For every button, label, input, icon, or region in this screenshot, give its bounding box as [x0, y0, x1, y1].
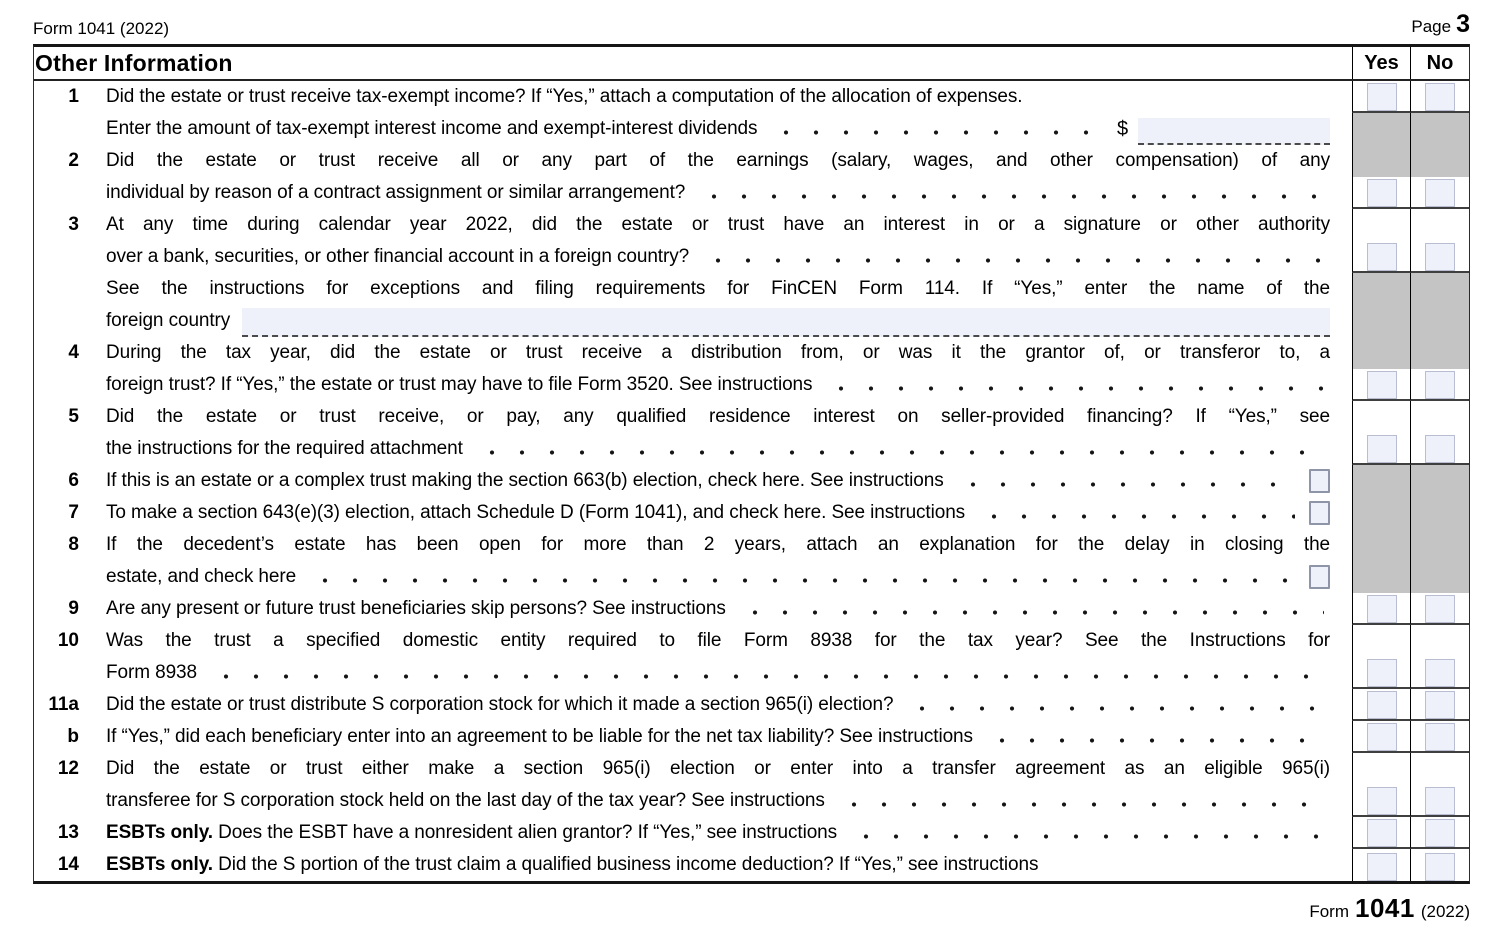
- page-number-label: [1411, 10, 1470, 39]
- question-bold-prefix: ESBTs only.: [106, 854, 213, 875]
- question-text: [79, 753, 1352, 785]
- question-text: [79, 241, 1352, 273]
- line-number: 8: [68, 534, 79, 555]
- question-label: Did the estate or trust receive all or any part of the earnings (salary, wages, and other compensation) of any: [106, 150, 1330, 171]
- form-row-cont-18: [34, 657, 1469, 689]
- yes-cell[interactable]: [1352, 721, 1410, 753]
- page-header: [33, 0, 1470, 44]
- line-number: 3: [68, 214, 79, 235]
- yes-checkbox[interactable]: [1367, 371, 1397, 399]
- question-text: [79, 465, 1352, 497]
- question-text: [79, 177, 1352, 209]
- form-row-11a: [34, 689, 1469, 721]
- no-cell[interactable]: [1410, 657, 1469, 689]
- foreign-country-field[interactable]: [242, 308, 1330, 337]
- no-checkbox[interactable]: [1425, 819, 1455, 847]
- yes-cell: [1352, 113, 1410, 145]
- page-footer: [33, 884, 1470, 924]
- line-number: [34, 369, 79, 401]
- dot-leader: [958, 465, 1295, 497]
- question-label: foreign country: [106, 310, 231, 331]
- yes-cell: [1352, 401, 1410, 433]
- yes-cell: [1352, 305, 1410, 337]
- dot-leader: [979, 497, 1295, 529]
- form-row-cont-3: [34, 177, 1469, 209]
- election-checkbox[interactable]: [1309, 501, 1330, 525]
- question-text: [79, 561, 1352, 593]
- no-checkbox[interactable]: [1425, 595, 1455, 623]
- yes-checkbox[interactable]: [1367, 853, 1397, 881]
- no-checkbox[interactable]: [1425, 691, 1455, 719]
- page-number: 3: [1456, 10, 1470, 38]
- yes-checkbox[interactable]: [1367, 691, 1397, 719]
- yes-cell[interactable]: [1352, 785, 1410, 817]
- no-checkbox[interactable]: [1425, 853, 1455, 881]
- page-label: Page: [1411, 17, 1452, 36]
- no-cell: [1410, 465, 1469, 497]
- no-checkbox[interactable]: [1425, 371, 1455, 399]
- no-cell[interactable]: [1410, 817, 1469, 849]
- question-label: During the tax year, did the estate or trust receive a distribution from, or was it the grantor of, or transferor to, a: [106, 342, 1330, 363]
- question-text: [79, 657, 1352, 689]
- line-number: 10: [57, 630, 79, 651]
- section-header-row: [34, 47, 1469, 81]
- dot-leader: [740, 593, 1324, 625]
- form-row-cont-15: [34, 561, 1469, 593]
- line-number: 6: [68, 470, 79, 491]
- yes-cell[interactable]: [1352, 657, 1410, 689]
- dot-leader: [987, 721, 1324, 753]
- no-checkbox[interactable]: [1425, 179, 1455, 207]
- section-title: Other Information: [35, 50, 233, 76]
- no-cell[interactable]: [1410, 81, 1469, 113]
- line-number: 7: [68, 502, 79, 523]
- line-number: [34, 657, 79, 689]
- line-number: 11a: [48, 694, 79, 715]
- yes-checkbox[interactable]: [1367, 819, 1397, 847]
- election-checkbox[interactable]: [1309, 565, 1330, 589]
- yes-cell: [1352, 337, 1410, 369]
- question-text: [79, 337, 1352, 369]
- line-number: [34, 113, 79, 145]
- yes-cell: [1352, 753, 1410, 785]
- question-label: transferee for S corporation stock held on the last day of the tax year? See instructions: [106, 790, 825, 811]
- no-checkbox[interactable]: [1425, 243, 1455, 271]
- no-checkbox[interactable]: [1425, 435, 1455, 463]
- no-checkbox[interactable]: [1425, 659, 1455, 687]
- yes-checkbox[interactable]: [1367, 723, 1397, 751]
- yes-cell[interactable]: [1352, 177, 1410, 209]
- form-row-cont-22: [34, 785, 1469, 817]
- line-number: 5: [68, 406, 79, 427]
- yes-cell: [1352, 625, 1410, 657]
- form-row-cont-7: [34, 305, 1469, 337]
- line-number: 1: [68, 86, 79, 107]
- yes-cell[interactable]: [1352, 817, 1410, 849]
- no-cell: [1410, 337, 1469, 369]
- yes-checkbox[interactable]: [1367, 243, 1397, 271]
- no-cell: [1410, 625, 1469, 657]
- question-text: [79, 305, 1352, 337]
- no-cell[interactable]: [1410, 721, 1469, 753]
- line-number: [34, 433, 79, 465]
- question-text: [79, 81, 1352, 113]
- dot-leader: [699, 177, 1324, 209]
- dollar-sign: $: [1116, 118, 1128, 140]
- question-text: [79, 145, 1352, 177]
- question-label: At any time during calendar year 2022, did the estate or trust have an interest in or a signature or other authority: [106, 214, 1330, 235]
- tax-exempt-amount-field[interactable]: [1138, 118, 1330, 145]
- question-text: [79, 593, 1352, 625]
- question-text: [79, 113, 1352, 145]
- no-cell: [1410, 209, 1469, 241]
- form-row-9: [34, 593, 1469, 625]
- no-cell[interactable]: [1410, 593, 1469, 625]
- yes-column-header: Yes: [1352, 47, 1410, 79]
- question-label: To make a section 643(e)(3) election, attach Schedule D (Form 1041), and check here. See instructions: [106, 502, 966, 523]
- form-row-cont-6: [34, 273, 1469, 305]
- form-row-12: [34, 753, 1469, 785]
- yes-checkbox[interactable]: [1367, 787, 1397, 815]
- question-label: Did the estate or trust receive, or pay, any qualified residence interest on seller-provided financing? If “Yes,” see: [106, 406, 1330, 427]
- question-text: [79, 721, 1352, 753]
- dot-leader: [826, 369, 1324, 401]
- question-label: Did the estate or trust distribute S corporation stock for which it made a section 965(i) election?: [106, 694, 894, 715]
- form-row-3: [34, 209, 1469, 241]
- footer-form-year: (2022): [1420, 902, 1470, 921]
- no-cell: [1410, 497, 1469, 529]
- yes-checkbox[interactable]: [1367, 83, 1397, 111]
- no-checkbox[interactable]: [1425, 723, 1455, 751]
- question-label: Did the estate or trust receive tax-exempt income? If “Yes,” attach a computation of the allocation of expenses.: [106, 86, 1023, 107]
- yes-cell[interactable]: [1352, 689, 1410, 721]
- question-label: estate, and check here: [106, 566, 297, 587]
- dot-leader: [839, 785, 1324, 817]
- form-row-8: [34, 529, 1469, 561]
- question-label: Form 8938: [106, 662, 197, 683]
- no-cell[interactable]: [1410, 849, 1469, 881]
- form-row-cont-1: [34, 113, 1469, 145]
- question-label: Was the trust a specified domestic entity required to file Form 8938 for the tax year? See the Instructions for: [106, 630, 1330, 651]
- yes-cell: [1352, 145, 1410, 177]
- question-text: [79, 785, 1352, 817]
- question-label: Does the ESBT have a nonresident alien grantor? If “Yes,” see instructions: [212, 822, 838, 843]
- form-row-2: [34, 145, 1469, 177]
- question-label: individual by reason of a contract assignment or similar arrangement?: [106, 182, 686, 203]
- no-cell[interactable]: [1410, 689, 1469, 721]
- no-checkbox[interactable]: [1425, 83, 1455, 111]
- yes-cell: [1352, 497, 1410, 529]
- no-cell: [1410, 305, 1469, 337]
- dot-leader: [310, 561, 1295, 593]
- question-text: [79, 401, 1352, 433]
- yes-checkbox[interactable]: [1367, 179, 1397, 207]
- no-cell: [1410, 145, 1469, 177]
- line-number: 13: [57, 822, 79, 843]
- footer-form-number: 1041: [1355, 893, 1415, 923]
- question-text: [79, 625, 1352, 657]
- no-cell: [1410, 273, 1469, 305]
- yes-cell: [1352, 529, 1410, 561]
- no-cell[interactable]: [1410, 369, 1469, 401]
- question-text: [79, 817, 1352, 849]
- form-id-header: Form 1041 (2022): [33, 19, 170, 38]
- form-row-5: [34, 401, 1469, 433]
- dot-leader: [703, 241, 1324, 273]
- dot-leader: [477, 433, 1324, 465]
- line-number: 4: [68, 342, 79, 363]
- question-text: [79, 529, 1352, 561]
- form-row-cont-5: [34, 241, 1469, 273]
- yes-cell[interactable]: [1352, 593, 1410, 625]
- line-number: [34, 241, 79, 273]
- question-rows: [34, 81, 1469, 881]
- yes-checkbox[interactable]: [1367, 595, 1397, 623]
- line-number: [34, 785, 79, 817]
- question-label: over a bank, securities, or other financial account in a foreign country?: [106, 246, 690, 267]
- dot-leader: [771, 113, 1107, 145]
- question-text: [79, 209, 1352, 241]
- form-row-1: [34, 81, 1469, 113]
- other-information-table: [33, 44, 1470, 884]
- question-text: [79, 497, 1352, 529]
- question-text: [79, 369, 1352, 401]
- dot-leader: [211, 657, 1324, 689]
- yes-cell[interactable]: [1352, 433, 1410, 465]
- election-checkbox[interactable]: [1309, 469, 1330, 493]
- question-label: Did the estate or trust either make a section 965(i) election or enter into a transfer agreement as an eligible 965(i): [106, 758, 1330, 779]
- dot-leader: [851, 817, 1324, 849]
- yes-cell[interactable]: [1352, 849, 1410, 881]
- question-text: [79, 433, 1352, 465]
- no-cell[interactable]: [1410, 177, 1469, 209]
- line-number: b: [67, 726, 79, 747]
- form-row-b: [34, 721, 1469, 753]
- yes-cell[interactable]: [1352, 81, 1410, 113]
- no-cell: [1410, 401, 1469, 433]
- yes-cell: [1352, 273, 1410, 305]
- line-number: 2: [68, 150, 79, 171]
- question-label: If the decedent’s estate has been open for more than 2 years, attach an explanation for the delay in closing the: [106, 534, 1330, 555]
- dot-leader: [907, 689, 1324, 721]
- no-checkbox[interactable]: [1425, 787, 1455, 815]
- form-row-cont-11: [34, 433, 1469, 465]
- question-label: foreign trust? If “Yes,” the estate or trust may have to file Form 3520. See instructions: [106, 374, 813, 395]
- yes-cell: [1352, 465, 1410, 497]
- form-row-cont-9: [34, 369, 1469, 401]
- no-cell[interactable]: [1410, 785, 1469, 817]
- no-cell: [1410, 753, 1469, 785]
- yes-cell: [1352, 209, 1410, 241]
- line-number: 9: [68, 598, 79, 619]
- question-label: Enter the amount of tax-exempt interest income and exempt-interest dividends: [106, 118, 758, 139]
- no-cell[interactable]: [1410, 241, 1469, 273]
- no-cell: [1410, 113, 1469, 145]
- question-text: [79, 273, 1352, 305]
- no-column-header: No: [1410, 47, 1469, 79]
- line-number: 14: [57, 854, 79, 875]
- form-row-13: [34, 817, 1469, 849]
- question-bold-prefix: ESBTs only.: [106, 822, 213, 843]
- question-label: the instructions for the required attachment: [106, 438, 463, 459]
- question-label: Did the S portion of the trust claim a qualified business income deduction? If “Yes,” see instructions: [212, 854, 1039, 875]
- footer-form-label: Form: [1309, 902, 1350, 921]
- line-number: [34, 273, 79, 305]
- line-number: 12: [57, 758, 79, 779]
- yes-cell: [1352, 561, 1410, 593]
- yes-cell[interactable]: [1352, 241, 1410, 273]
- question-label: If this is an estate or a complex trust making the section 663(b) election, check here. See instructions: [106, 470, 944, 491]
- no-cell[interactable]: [1410, 433, 1469, 465]
- yes-checkbox[interactable]: [1367, 659, 1397, 687]
- question-text: [79, 849, 1352, 881]
- question-label: See the instructions for exceptions and filing requirements for FinCEN Form 114. If “Yes,” enter the name of the: [106, 278, 1330, 299]
- line-number: [34, 305, 79, 337]
- question-text: [79, 689, 1352, 721]
- form-row-7: [34, 497, 1469, 529]
- form-row-4: [34, 337, 1469, 369]
- no-cell: [1410, 529, 1469, 561]
- form-row-10: [34, 625, 1469, 657]
- question-label: If “Yes,” did each beneficiary enter into an agreement to be liable for the net tax liability? See instructions: [106, 726, 973, 747]
- line-number: [34, 177, 79, 209]
- yes-cell[interactable]: [1352, 369, 1410, 401]
- no-cell: [1410, 561, 1469, 593]
- form-row-6: [34, 465, 1469, 497]
- form-row-14: [34, 849, 1469, 881]
- yes-checkbox[interactable]: [1367, 435, 1397, 463]
- question-label: Are any present or future trust beneficiaries skip persons? See instructions: [106, 598, 726, 619]
- line-number: [34, 561, 79, 593]
